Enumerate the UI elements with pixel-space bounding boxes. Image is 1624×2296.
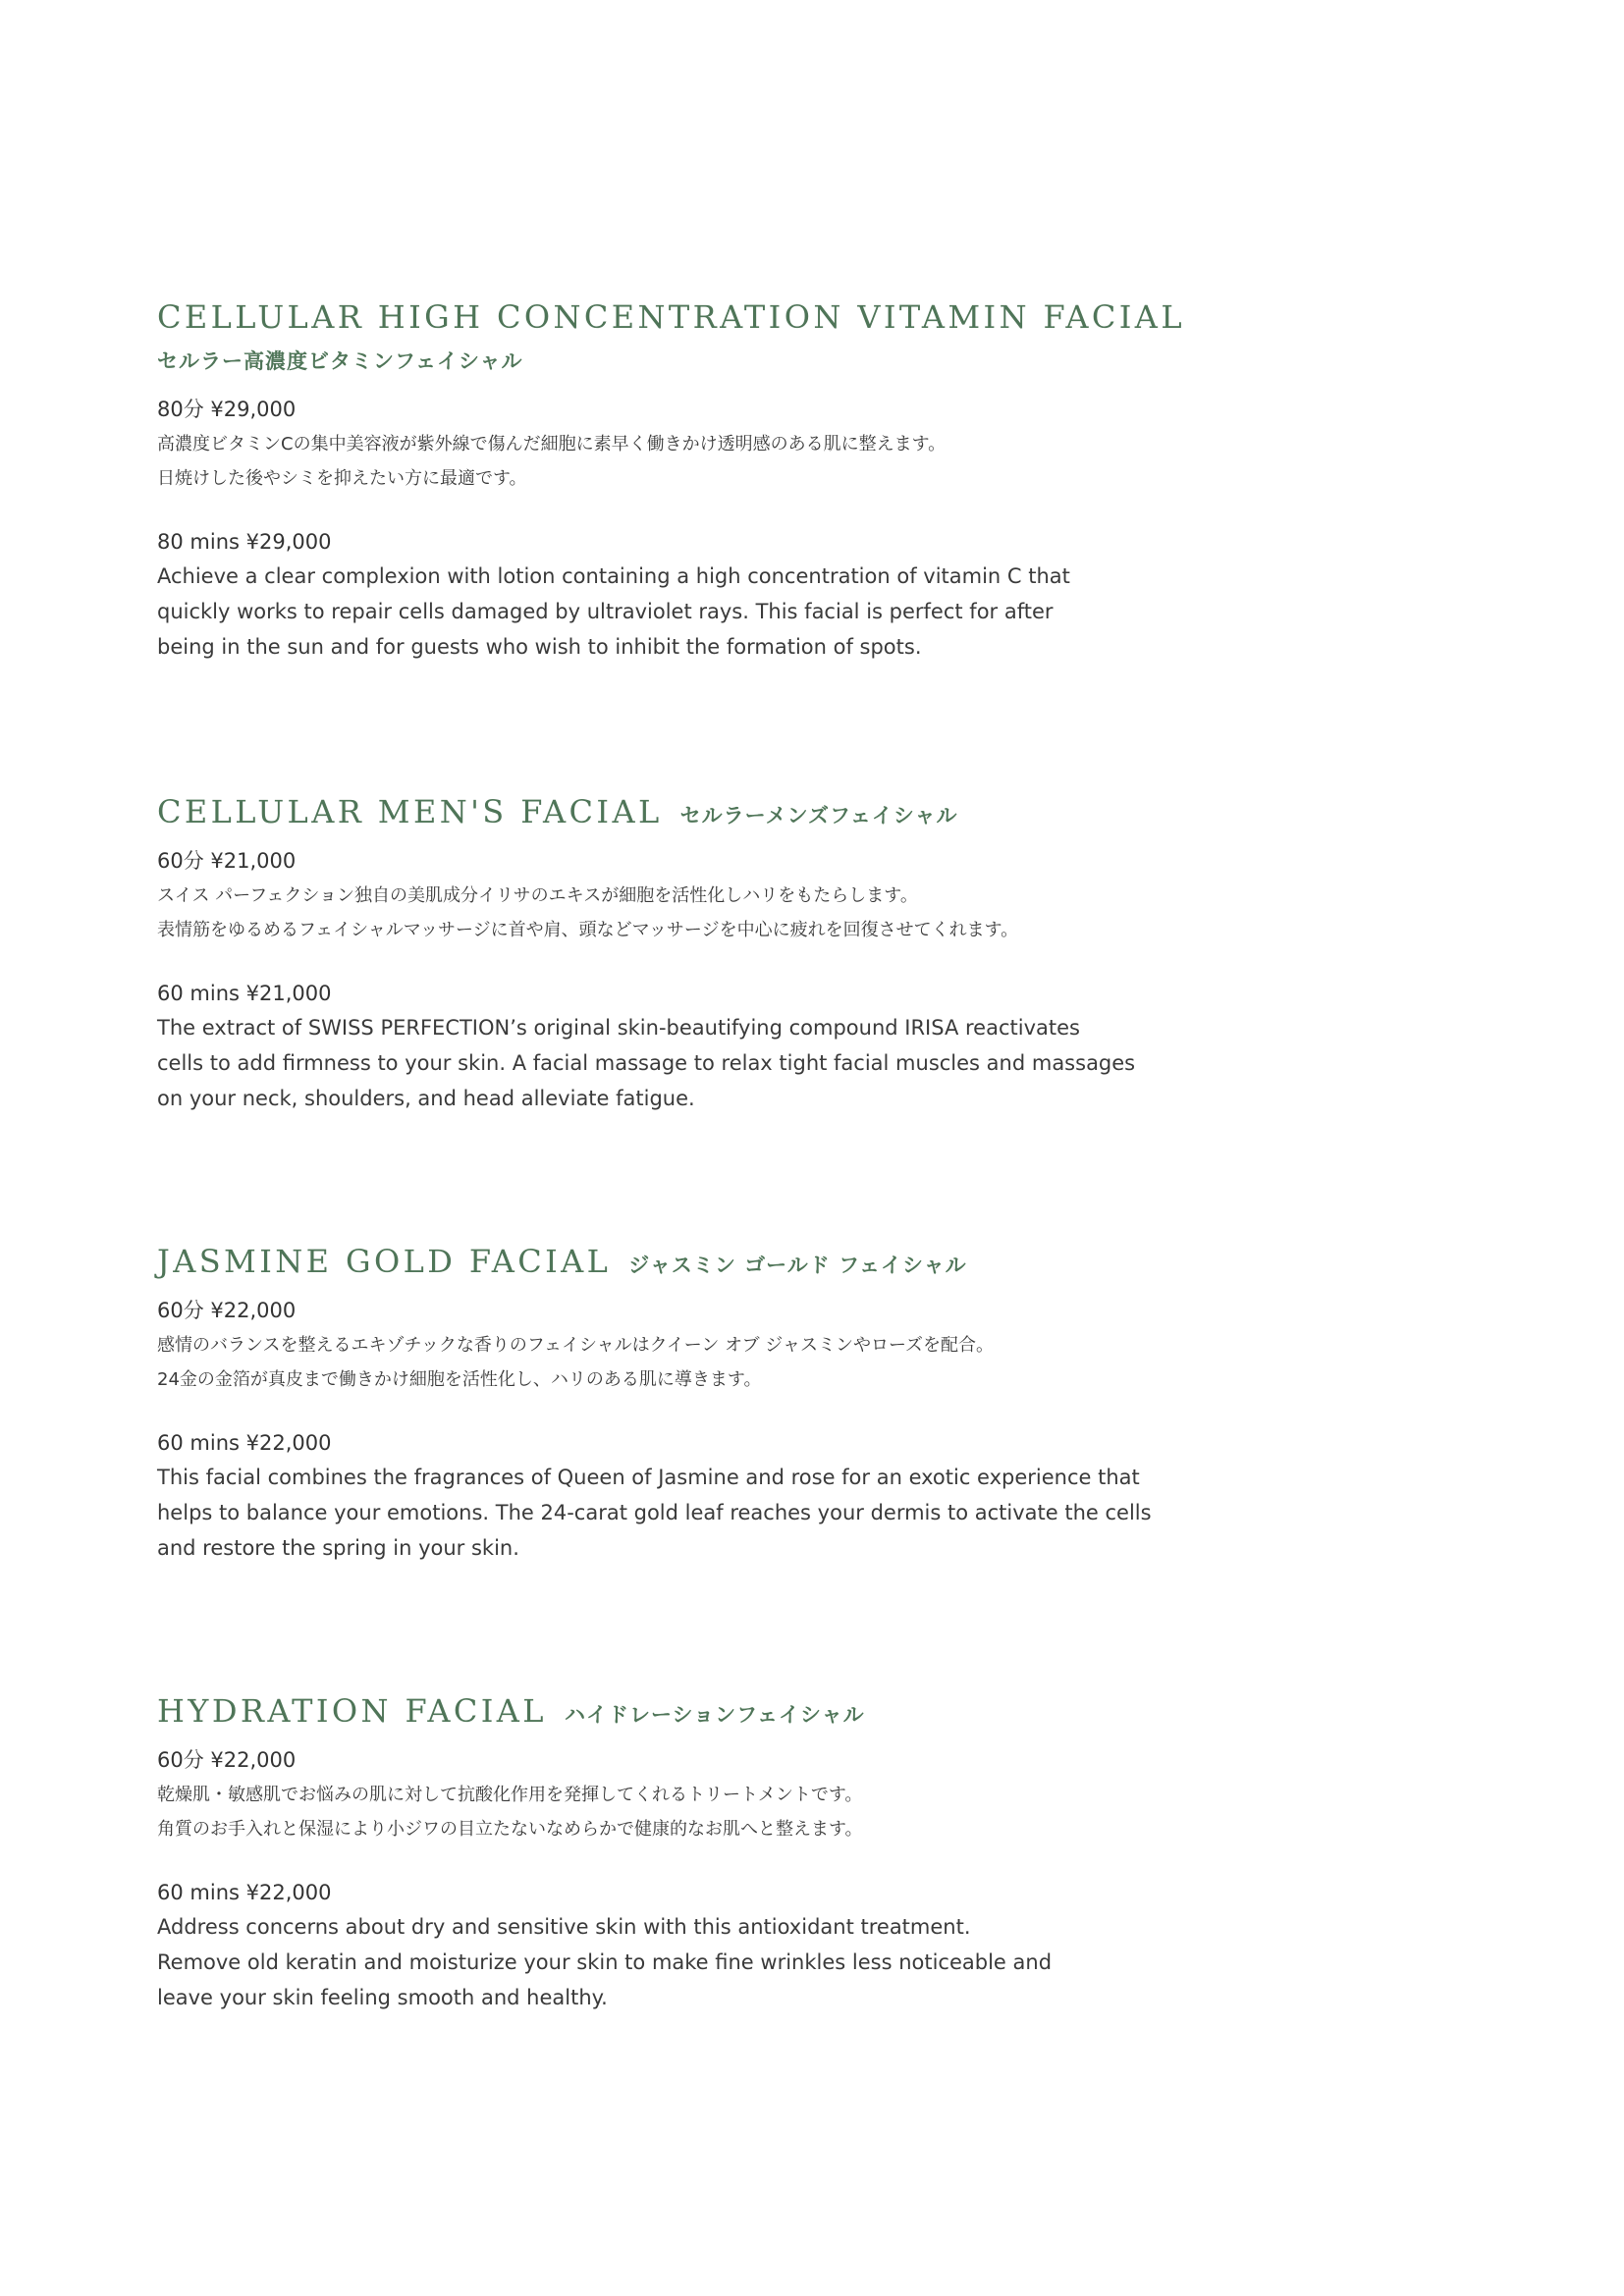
title-en: CELLULAR HIGH CONCENTRATION VITAMIN FACIAL <box>157 298 1185 336</box>
description-en <box>157 1010 1316 1116</box>
title-en: CELLULAR MEN'S FACIAL <box>157 793 663 830</box>
price-en: 80 mins ¥29,000 <box>157 530 332 555</box>
description-en-line: on your neck, shoulders, and head alleviate fatigue. <box>157 1086 695 1110</box>
description-ja <box>157 1328 1316 1397</box>
description-ja-line: 24金の金箔が真皮まで働きかけ細胞を活性化し、ハリのある肌に導きます。 <box>157 1369 762 1391</box>
section-title <box>157 1692 1316 1730</box>
treatment-section-mens-facial <box>157 793 1316 1116</box>
title-ja: ジャスミン ゴールド フェイシャル <box>628 1254 967 1277</box>
description-en-line: helps to balance your emotions. The 24-carat gold leaf reaches your dermis to activate the cells <box>157 1500 1152 1524</box>
treatment-section-jasmine-gold-facial <box>157 1243 1316 1566</box>
title-en: HYDRATION FACIAL <box>157 1692 547 1730</box>
price-ja: 60分 ¥22,000 <box>157 1299 297 1322</box>
title-ja: ハイドレーションフェイシャル <box>564 1703 865 1727</box>
description-en-line: Address concerns about dry and sensitive skin with this antioxidant treatment. <box>157 1914 971 1939</box>
description-ja-line: 感情のバランスを整えるエキゾチックな香りのフェイシャルはクイーン オブ ジャスミンやローズを配合。 <box>157 1335 995 1357</box>
price-en: 60 mins ¥21,000 <box>157 982 332 1006</box>
description-ja-line: 角質のお手入れと保湿により小ジワの目立たないなめらかで健康的なお肌へと整えます。 <box>157 1819 863 1841</box>
description-ja-line: 表情筋をゆるめるフェイシャルマッサージに首や肩、頭などマッサージを中心に疲れを回復させてくれます。 <box>157 920 1019 941</box>
description-ja <box>157 879 1316 947</box>
description-ja <box>157 1778 1316 1846</box>
description-ja-line: 日焼けした後やシミを抑えたい方に最適です。 <box>157 468 527 490</box>
description-en-line: The extract of SWISS PERFECTION’s original skin-beautifying compound IRISA reactivates <box>157 1015 1080 1040</box>
description-ja-line: 乾燥肌・敏感肌でお悩みの肌に対して抗酸化作用を発揮してくれるトリートメントです。 <box>157 1785 863 1806</box>
description-en-line: leave your skin feeling smooth and healthy. <box>157 1985 608 2009</box>
description-en <box>157 1909 1316 2015</box>
description-en-line: being in the sun and for guests who wish to inhibit the formation of spots. <box>157 634 922 659</box>
title-ja: セルラー高濃度ビタミンフェイシャル <box>157 349 523 373</box>
price-ja: 80分 ¥29,000 <box>157 398 297 421</box>
description-en <box>157 559 1316 665</box>
description-en-line: This facial combines the fragrances of Queen of Jasmine and rose for an exotic experience that <box>157 1465 1140 1489</box>
title-en: JASMINE GOLD FACIAL <box>157 1243 612 1280</box>
section-title <box>157 793 1316 830</box>
description-ja <box>157 427 1316 496</box>
description-en-line: cells to add firmness to your skin. A facial massage to relax tight facial muscles and massages <box>157 1050 1136 1075</box>
description-en-line: Achieve a clear complexion with lotion containing a high concentration of vitamin C that <box>157 563 1070 588</box>
description-ja-line: スイス パーフェクション独自の美肌成分イリサのエキスが細胞を活性化しハリをもたらします。 <box>157 885 918 907</box>
treatment-section-hydration-facial <box>157 1692 1316 2015</box>
description-en-line: quickly works to repair cells damaged by ultraviolet rays. This facial is perfect for after <box>157 599 1054 623</box>
description-ja-line: 高濃度ビタミンCの集中美容液が紫外線で傷んだ細胞に素早く働きかけ透明感のある肌に整えます。 <box>157 434 947 455</box>
section-title <box>157 298 1316 375</box>
price-ja: 60分 ¥21,000 <box>157 849 297 873</box>
description-en-line: Remove old keratin and moisturize your skin to make fine wrinkles less noticeable and <box>157 1949 1053 1974</box>
description-en <box>157 1460 1316 1566</box>
section-title <box>157 1243 1316 1280</box>
title-ja: セルラーメンズフェイシャル <box>679 804 958 828</box>
price-en: 60 mins ¥22,000 <box>157 1881 332 1905</box>
description-en-line: and restore the spring in your skin. <box>157 1535 519 1560</box>
treatment-section-vitamin-facial <box>157 298 1316 665</box>
price-ja: 60分 ¥22,000 <box>157 1748 297 1772</box>
price-en: 60 mins ¥22,000 <box>157 1431 332 1456</box>
